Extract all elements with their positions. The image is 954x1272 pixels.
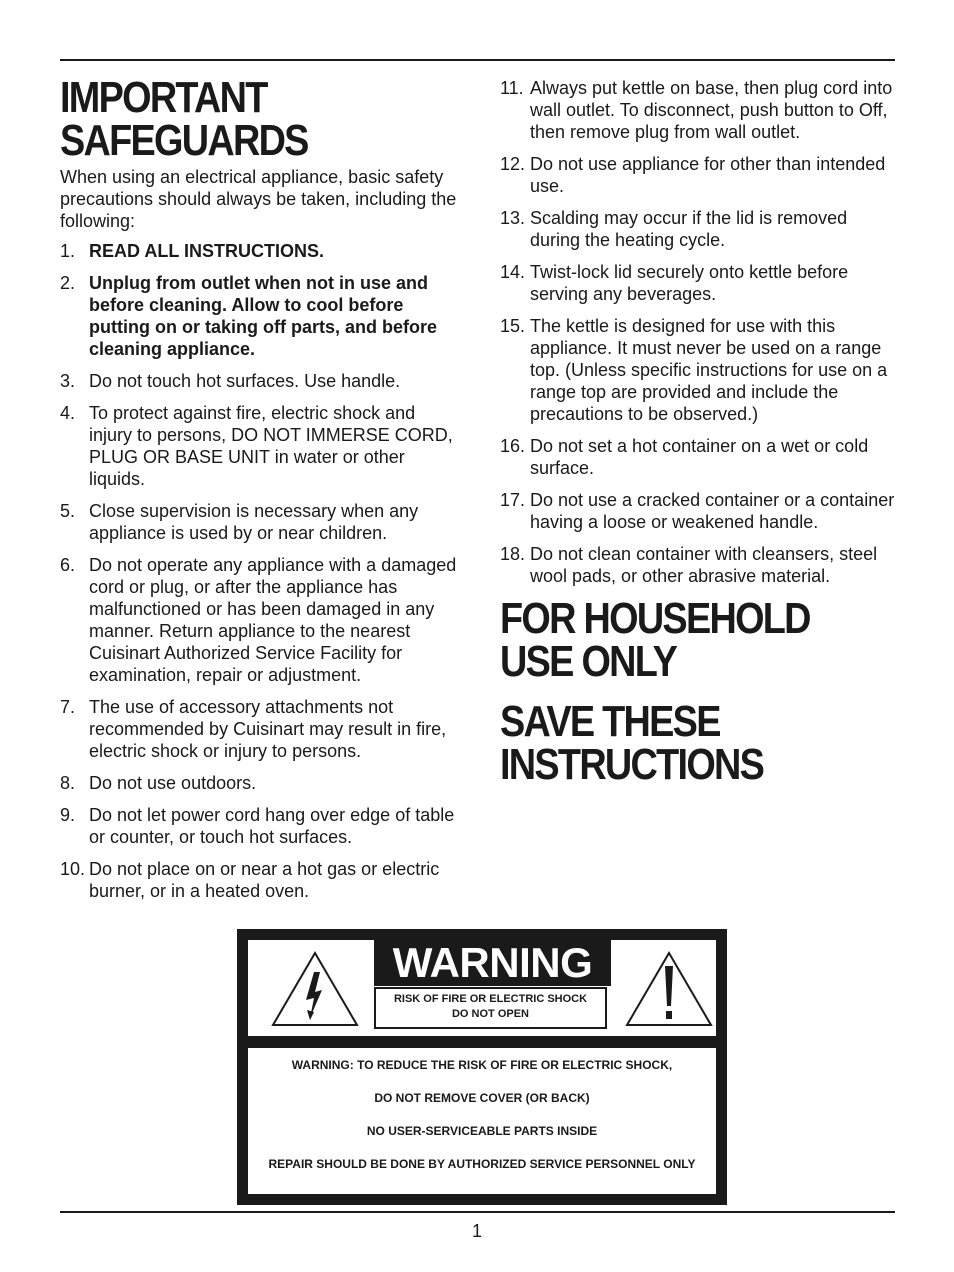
warning-title-bar (374, 940, 611, 986)
list-item (500, 153, 896, 197)
item-text: READ ALL INSTRUCTIONS. (89, 241, 325, 261)
household-use-heading (500, 594, 841, 686)
list-item (60, 500, 460, 544)
item-number: 2. (60, 273, 76, 293)
item-text: Do not clean container with cleansers, steel wool pads, or other abrasive material. (530, 544, 878, 586)
item-text: Do not use outdoors. (89, 773, 257, 793)
item-number: 16. (500, 436, 526, 456)
item-text: The kettle is designed for use with this appliance. It must never be used on a range top. (Unless specific instructions for use on a range top are provided and include the precautions to be observed.) (530, 316, 888, 424)
warning-subtitle-box (374, 987, 607, 1029)
item-number: 6. (60, 555, 76, 575)
item-number: 17. (500, 490, 526, 510)
save-instructions-heading (500, 697, 841, 789)
item-text: Do not let power cord hang over edge of table or counter, or touch hot surfaces. (89, 805, 455, 847)
warning-label (237, 929, 727, 1205)
item-text: The use of accessory attachments not recommended by Cuisinart may result in fire, electric shock or injury to persons. (89, 697, 447, 761)
item-number: 1. (60, 241, 76, 261)
heading-line: INSTRUCTIONS (500, 740, 764, 789)
page-number: 1 (471, 1221, 482, 1241)
item-number: 5. (60, 501, 76, 521)
item-text: Close supervision is necessary when any appliance is used by or near children. (89, 501, 419, 543)
heading-line: IMPORTANT (60, 73, 267, 122)
list-item (60, 370, 460, 392)
heading-line: USE ONLY (500, 637, 677, 686)
item-text: Do not operate any appliance with a damaged cord or plug, or after the appliance has malfunctioned or has been damaged in any manner. Return appliance to the nearest Cuisinart Authorized Service Facility for examination, repair or adjustment. (89, 555, 457, 685)
item-number: 9. (60, 805, 76, 825)
item-text: Do not use a cracked container or a container having a loose or weakened handle. (530, 490, 895, 532)
list-item (60, 272, 460, 360)
item-text: To protect against fire, electric shock and injury to persons, DO NOT IMMERSE CORD, PLUG OR BASE UNIT in water or other liquids. (89, 403, 453, 489)
item-number: 14. (500, 262, 526, 282)
list-item (60, 240, 460, 262)
list-item (500, 77, 896, 143)
warning-subtitle-line: RISK OF FIRE OR ELECTRIC SHOCK (393, 993, 588, 1005)
item-text: Do not set a hot container on a wet or cold surface. (530, 436, 869, 478)
item-text: Twist-lock lid securely onto kettle before serving any beverages. (530, 262, 849, 304)
list-item (500, 543, 896, 587)
list-item (60, 772, 460, 794)
right-column (500, 0, 896, 789)
item-number: 13. (500, 208, 526, 228)
heading-line: FOR HOUSEHOLD (500, 594, 810, 643)
list-item (60, 696, 460, 762)
item-text: Do not place on or near a hot gas or electric burner, or in a heated oven. (89, 859, 440, 901)
warning-subtitle-line: DO NOT OPEN (451, 1008, 529, 1020)
item-text: Scalding may occur if the lid is removed during the heating cycle. (530, 208, 848, 250)
exclamation-triangle-icon (624, 950, 714, 1028)
list-item (60, 804, 460, 848)
item-number: 12. (500, 154, 526, 174)
warning-text-line: REPAIR SHOULD BE DONE BY AUTHORIZED SERVICE PERSONNEL ONLY (268, 1157, 696, 1171)
warning-body-panel (248, 1048, 716, 1194)
heading-line: SAVE THESE (500, 697, 720, 746)
left-safeguards-list (60, 240, 460, 902)
item-number: 7. (60, 697, 76, 717)
list-item (500, 489, 896, 533)
left-column (60, 0, 460, 912)
item-number: 11. (500, 78, 524, 98)
list-item (500, 207, 896, 251)
item-number: 3. (60, 371, 76, 391)
item-number: 8. (60, 773, 76, 793)
bottom-rule (60, 1211, 895, 1213)
list-item (60, 858, 460, 902)
item-number: 10. (60, 859, 86, 879)
warning-text-line: NO USER-SERVICEABLE PARTS INSIDE (366, 1124, 598, 1138)
list-item (500, 435, 896, 479)
item-number: 18. (500, 544, 526, 564)
list-item (60, 554, 460, 686)
lightning-triangle-icon (270, 950, 360, 1028)
warning-header-panel (248, 940, 716, 1036)
warning-text-line: WARNING: TO REDUCE THE RISK OF FIRE OR ELECTRIC SHOCK, (291, 1058, 673, 1072)
important-safeguards-heading (60, 73, 404, 165)
warning-title: WARNING (392, 939, 593, 986)
heading-line: SAFEGUARDS (60, 116, 308, 165)
item-text: Unplug from outlet when not in use and before cleaning. Allow to cool before putting on or taking off parts, and before cleaning appliance. (89, 273, 437, 359)
item-text: Do not use appliance for other than intended use. (530, 154, 886, 196)
list-item (500, 261, 896, 305)
item-number: 4. (60, 403, 76, 423)
warning-text-line: DO NOT REMOVE COVER (OR BACK) (374, 1091, 590, 1105)
right-safeguards-list (500, 77, 896, 587)
item-number: 15. (500, 316, 526, 336)
intro-text: When using an electrical appliance, basic safety precautions should always be taken, including the following: (60, 167, 457, 231)
list-item (60, 402, 460, 490)
list-item (500, 315, 896, 425)
item-text: Do not touch hot surfaces. Use handle. (89, 371, 401, 391)
item-text: Always put kettle on base, then plug cord into wall outlet. To disconnect, push button to Off, then remove plug from wall outlet. (530, 78, 893, 142)
